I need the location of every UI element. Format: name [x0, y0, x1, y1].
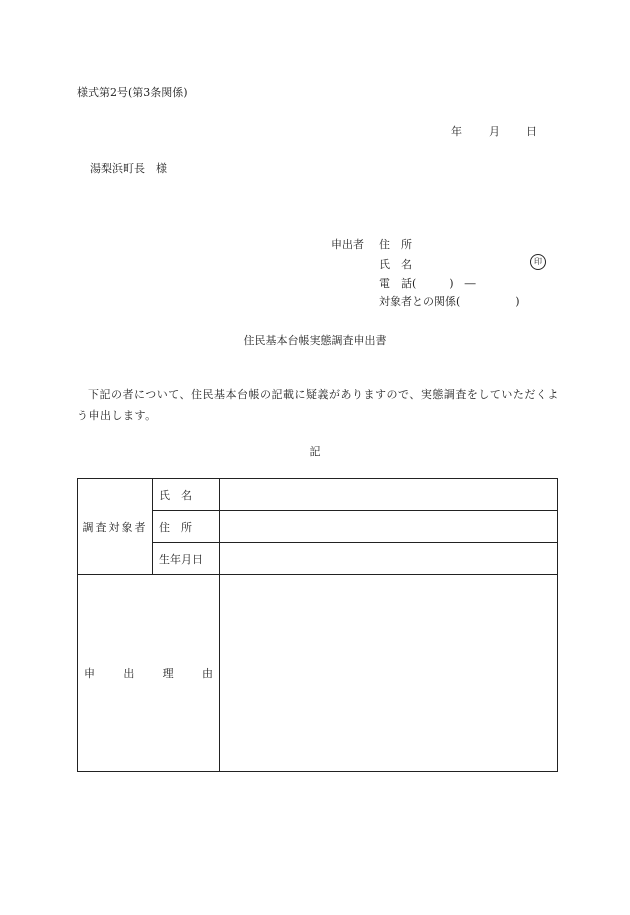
- date-day-label: 日: [526, 125, 537, 138]
- survey-subject-label: 調査対象者: [78, 479, 153, 575]
- form-number: 様式第2号(第3条関係): [77, 86, 188, 99]
- subject-address-field[interactable]: [220, 511, 558, 543]
- reason-char-2: 出: [123, 667, 135, 680]
- reason-char-1: 申: [84, 667, 95, 680]
- date-year-label: 年: [451, 125, 462, 138]
- table-row: [78, 575, 558, 772]
- date-line: [451, 123, 537, 139]
- subject-birthdate-field[interactable]: [220, 543, 558, 575]
- applicant-address-label: 住 所: [379, 238, 412, 251]
- reason-char-4: 由: [201, 667, 213, 680]
- seal-icon: 印: [530, 254, 546, 270]
- body-text: 下記の者について、住民基本台帳の記載に疑義がありますので、実態調査をしていただくよう申出します。: [77, 388, 559, 422]
- subject-name-field[interactable]: [220, 479, 558, 511]
- subject-address-text: 住 所: [159, 520, 192, 534]
- document-title: 住民基本台帳実態調査申出書: [243, 334, 387, 347]
- ki-label: 記: [309, 445, 321, 458]
- date-month-label: 月: [489, 125, 500, 138]
- applicant-label: 申出者: [331, 238, 364, 251]
- reason-field[interactable]: [220, 575, 558, 772]
- subject-address-label: [153, 511, 220, 543]
- subject-name-label: [153, 479, 220, 511]
- survey-form-table: [77, 478, 558, 772]
- applicant-relation-label: 対象者との関係( ): [379, 295, 520, 308]
- applicant-name-label: 氏 名: [379, 258, 412, 271]
- subject-birthdate-text: 生年月日: [159, 552, 203, 566]
- subject-birthdate-label: [153, 543, 220, 575]
- subject-name-text: 氏 名: [159, 488, 192, 502]
- reason-label: [78, 575, 220, 772]
- table-row: [78, 479, 558, 511]
- applicant-phone-label: 電 話( ) ―: [379, 277, 476, 290]
- addressee: 湯梨浜町長 様: [90, 162, 167, 175]
- reason-char-3: 理: [162, 667, 174, 680]
